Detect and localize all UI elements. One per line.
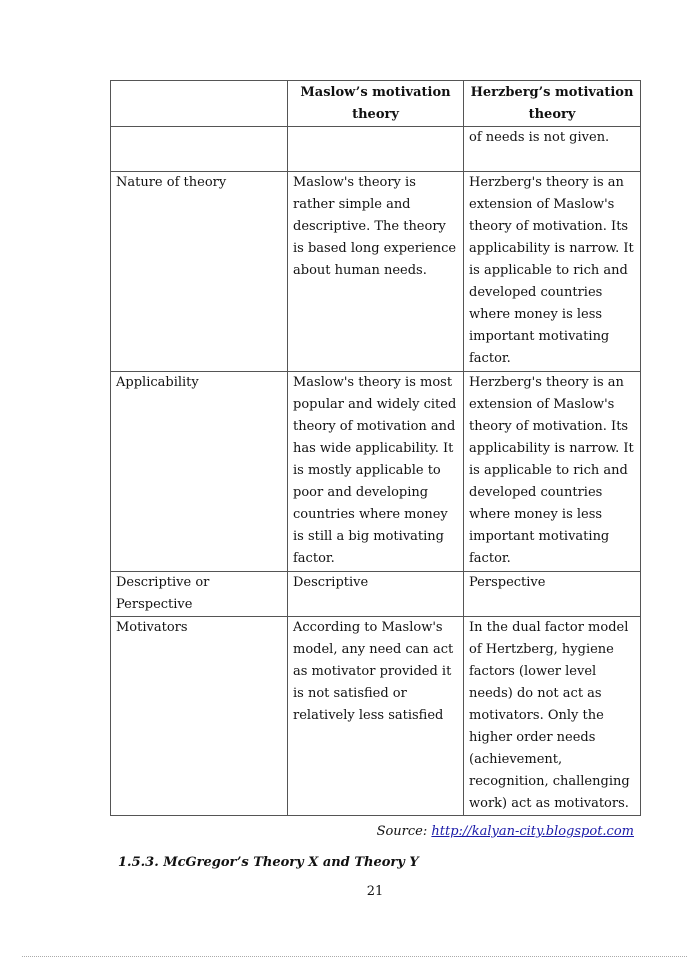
page-number: 21 <box>366 884 384 899</box>
maslow-cell: Maslow's theory is most popular and widely cited theory of motivation and has wide applicability. It is mostly applicable to poor and developing countries where money is still a big motivating factor. <box>288 372 464 572</box>
row-label: Motivators <box>111 617 288 816</box>
header-empty <box>111 81 288 127</box>
herzberg-cell: of needs is not given. <box>464 127 641 172</box>
herzberg-cell: Herzberg's theory is an extension of Maslow's theory of motivation. Its applicability is narrow. It is applicable to rich and developed countries where money is less important motivating factor. <box>464 372 641 572</box>
table-row <box>111 617 641 816</box>
table-row <box>111 127 641 172</box>
maslow-cell: Descriptive <box>288 572 464 617</box>
herzberg-cell: In the dual factor model of Hertzberg, hygiene factors (lower level needs) do not act as motivators. Only the higher order needs (achievement, recognition, challenging work) act as motivators. <box>464 617 641 816</box>
table-row <box>111 172 641 372</box>
maslow-cell <box>288 127 464 172</box>
maslow-cell: According to Maslow's model, any need can act as motivator provided it is not satisfied or relatively less satisfied <box>288 617 464 816</box>
header-maslow: Maslow’s motivation theory <box>288 81 464 127</box>
source-label: Source: <box>376 824 428 839</box>
source-link[interactable]: http://kalyan-city.blogspot.com <box>431 824 634 839</box>
herzberg-cell: Herzberg's theory is an extension of Maslow's theory of motivation. Its applicability is narrow. It is applicable to rich and developed countries where money is less important motivating factor. <box>464 172 641 372</box>
table-row <box>111 372 641 572</box>
source-citation <box>0 824 634 839</box>
header-herzberg: Herzberg’s motivation theory <box>464 81 641 127</box>
section-heading: 1.5.3. McGregor’s Theory X and Theory Y <box>118 855 419 870</box>
page-bottom-divider <box>22 956 687 957</box>
table-header-row <box>111 81 641 127</box>
row-label: Descriptive or Perspective <box>111 572 288 617</box>
comparison-table <box>110 80 641 816</box>
herzberg-cell: Perspective <box>464 572 641 617</box>
row-label: Nature of theory <box>111 172 288 372</box>
row-label: Applicability <box>111 372 288 572</box>
maslow-cell: Maslow's theory is rather simple and descriptive. The theory is based long experience about human needs. <box>288 172 464 372</box>
table-row <box>111 572 641 617</box>
row-label <box>111 127 288 172</box>
